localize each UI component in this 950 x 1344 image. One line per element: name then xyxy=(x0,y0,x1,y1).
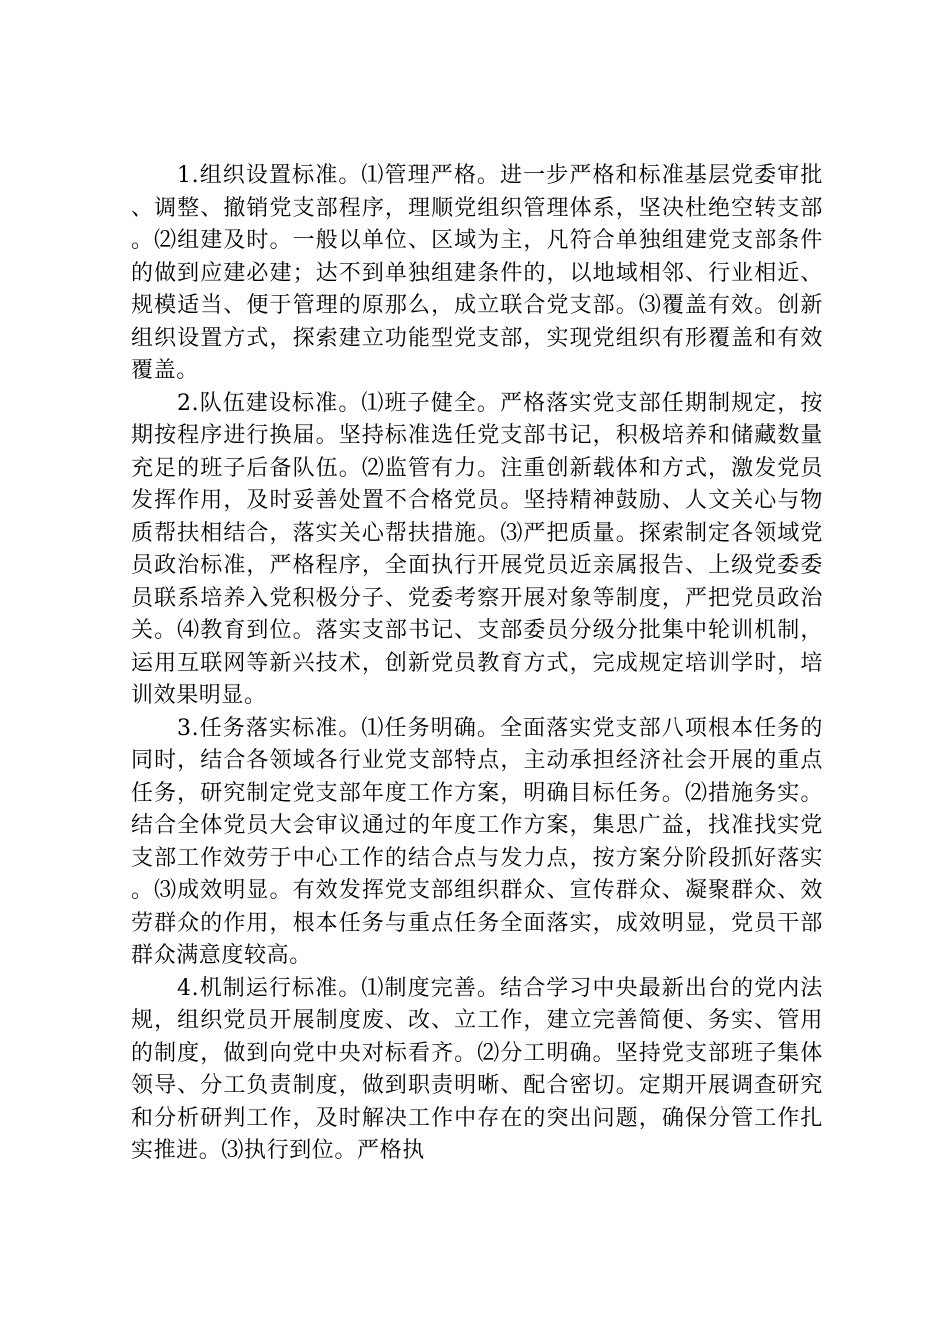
paragraph-task-implementation-standard: 3.任务落实标准。⑴任务明确。全面落实党支部八项根本任务的同时，结合各领域各行业党支部特点，主动承担经济社会开展的重点任务，研究制定党支部年度工作方案，明确目标任务。⑵措施务实。结合全体党员大会审议通过的年度工作方案，集思广益，找准找实党支部工作效劳于中心工作的结合点与发力点，按方案分阶段抓好落实。⑶成效明显。有效发挥党支部组织群众、宣传群众、凝聚群众、效劳群众的作用，根本任务与重点任务全面落实，成效明显，党员干部群众满意度较高。 xyxy=(131,715,823,968)
paragraph-team-building-standard: 2.队伍建设标准。⑴班子健全。严格落实党支部任期制规定，按期按程序进行换届。坚持标准选任党支部书记，积极培养和储藏数量充足的班子后备队伍。⑵监管有力。注重创新载体和方式，激发党员发挥作用，及时妥善处置不合格党员。坚持精神鼓励、人文关心与物质帮扶相结合，落实关心帮扶措施。⑶严把质量。探索制定各领域党员政治标准，严格程序，全面执行开展党员近亲属报告、上级党委委员联系培养入党积极分子、党委考察开展对象等制度，严把党员政治关。⑷教育到位。落实支部书记、支部委员分级分批集中轮训机制，运用互联网等新兴技术，创新党员教育方式，完成规定培训学时，培训效果明显。 xyxy=(131,390,823,708)
paragraph-mechanism-operation-standard: 4.机制运行标准。⑴制度完善。结合学习中央最新出台的党内法规，组织党员开展制度废、改、立工作，建立完善简便、务实、管用的制度，做到向党中央对标看齐。⑵分工明确。坚持党支部班子集体领导、分工负责制度，做到职责明晰、配合密切。定期开展调查研究和分析研判工作，及时解决工作中存在的突出问题，确保分管工作扎实推进。⑶执行到位。严格执 xyxy=(131,975,823,1163)
paragraph-organization-standard: 1.组织设置标准。⑴管理严格。进一步严格和标准基层党委审批、调整、撤销党支部程序，理顺党组织管理体系，坚决杜绝空转支部。⑵组建及时。一般以单位、区域为主，凡符合单独组建党支部条件的做到应建必建；达不到单独组建条件的，以地域相邻、行业相近、规模适当、便于管理的原那么，成立联合党支部。⑶覆盖有效。创新组织设置方式，探索建立功能型党支部，实现党组织有形覆盖和有效覆盖。 xyxy=(131,163,823,383)
document-body xyxy=(131,160,823,1168)
